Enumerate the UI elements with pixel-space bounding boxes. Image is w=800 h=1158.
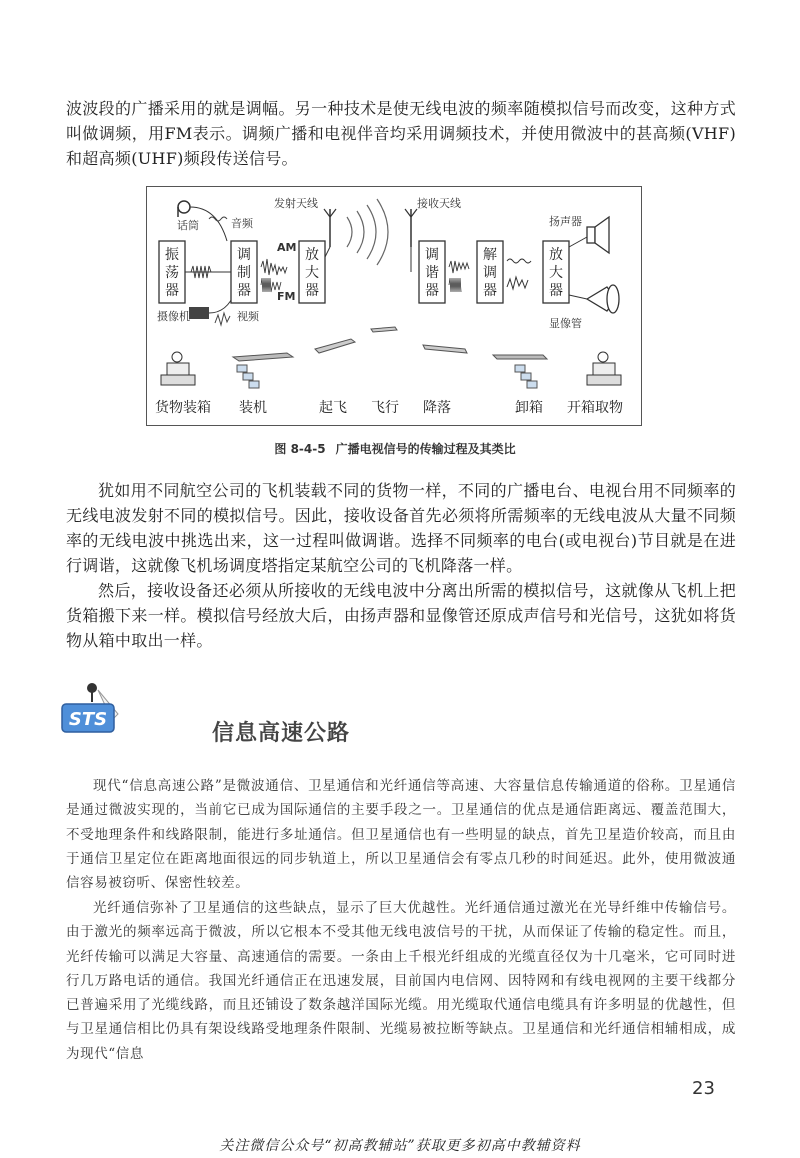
loading-scene-icon bbox=[233, 353, 293, 388]
label-display-tube: 显像管 bbox=[549, 317, 582, 330]
label-microphone: 话筒 bbox=[177, 219, 199, 232]
label-takeoff: 起飞 bbox=[319, 400, 347, 416]
transmit-antenna-icon bbox=[324, 199, 388, 265]
flight-plane-icon bbox=[371, 327, 397, 332]
landing-plane-icon bbox=[423, 345, 467, 353]
paragraph-demodulation: 然后，接收设备还必须从所接收的无线电波中分离出所需的模拟信号，这就像从飞机上把货箱搬下来一样。模拟信号经放大后，由扬声器和显像管还原成声信号和光信号，这犹如将货物从箱中取出一样。 bbox=[66, 581, 736, 650]
svg-text:解: 解 bbox=[483, 247, 497, 263]
svg-text:STS: STS bbox=[68, 709, 108, 730]
page-number: 23 bbox=[692, 1078, 715, 1099]
sts-paragraph-satellite: 现代“信息高速公路”是微波通信、卫星通信和光纤通信等高速、大容量信息传输通道的俗称。卫星通信是通过微波实现的，当前它已成为国际通信的主要手段之一。卫星通信的优点是通信距离远、覆盖范围大，不受地理条件和线路限制，能进行多址通信。但卫星通信也有一些明显的缺点，首先卫星造价较高，而且由于通信卫星定位在距离地面很远的同步轨道上，所以卫星通信会有零点几秒的时间延迟。此外，使用微波通信容易被窃听、保密性较差。 bbox=[66, 778, 736, 892]
diagram-svg bbox=[147, 187, 641, 425]
svg-text:荡: 荡 bbox=[165, 265, 179, 281]
label-landing: 降落 bbox=[423, 400, 451, 416]
figure-caption bbox=[0, 440, 800, 457]
svg-text:放: 放 bbox=[305, 247, 319, 263]
label-receive-antenna: 接收天线 bbox=[417, 197, 461, 210]
svg-text:器: 器 bbox=[305, 283, 319, 299]
label-fm: FM bbox=[277, 290, 296, 303]
svg-text:器: 器 bbox=[549, 283, 563, 299]
svg-text:器: 器 bbox=[165, 283, 179, 299]
svg-text:调: 调 bbox=[237, 247, 251, 263]
svg-text:放: 放 bbox=[549, 247, 563, 263]
sts-paragraph-fiber: 光纤通信弥补了卫星通信的这些缺点，显示了巨大优越性。光纤通信通过激光在光导纤维中传输信号。由于激光的频率远高于微波，所以它根本不受其他无线电波信号的干扰，从而保证了传输的稳定性。而且，光纤传输可以满足大容量、高速通信的需要。一条由上千根光纤组成的光缆直径仅为十几毫米，它可同时进行几万路电话的通信。我国光纤通信正在迅速发展，目前国内电信网、因特网和有线电视网的主要干线都分已普遍采用了光缆线路，而且还铺设了数条越洋国际光缆。用光缆取代通信电缆具有许多明显的优越性，但与卫星通信相比仍具有架设线路受地理条件限制、光缆易被拉断等缺点。卫星通信和光纤通信相辅相成，成为现代“信息 bbox=[66, 900, 736, 1062]
svg-text:大: 大 bbox=[305, 265, 319, 281]
camera-icon bbox=[189, 292, 235, 319]
footer-note: 关注微信公众号“初高教辅站”获取更多初高中教辅资料 bbox=[219, 1138, 581, 1154]
svg-text:大: 大 bbox=[549, 265, 563, 281]
tuner-box bbox=[419, 241, 445, 303]
label-unpacking: 开箱取物 bbox=[567, 400, 623, 416]
takeoff-plane-icon bbox=[315, 339, 355, 353]
svg-text:器: 器 bbox=[483, 283, 497, 299]
svg-text:器: 器 bbox=[425, 283, 439, 299]
label-unloading: 卸箱 bbox=[515, 400, 543, 416]
label-loading: 装机 bbox=[239, 400, 267, 416]
amplifier-rx-box bbox=[543, 241, 569, 303]
figure-number: 图 8-4-5 bbox=[274, 442, 326, 456]
sts-section-title: 信息高速公路 bbox=[212, 721, 351, 746]
unpacking-scene-icon bbox=[587, 352, 621, 385]
svg-text:器: 器 bbox=[237, 283, 251, 299]
amplifier-tx-box bbox=[299, 241, 325, 303]
unloading-scene-icon bbox=[493, 355, 547, 388]
cargo-packing-scene-icon bbox=[161, 352, 195, 385]
label-cargo-packing: 货物装箱 bbox=[155, 400, 211, 416]
svg-text:振: 振 bbox=[165, 247, 179, 263]
label-am: AM bbox=[277, 241, 297, 254]
label-audio: 音频 bbox=[231, 217, 253, 230]
figure-transmission-diagram bbox=[146, 186, 642, 426]
paragraph-tuning: 犹如用不同航空公司的飞机装载不同的货物一样，不同的广播电台、电视台用不同频率的无线电波发射不同的模拟信号。因此，接收设备首先必须将所需频率的无线电波从大量不同频率的无线电波中挑选出来，这一过程叫做调谐。选择不同频率的电台(或电视台)节目就是在进行调谐，这就像飞机场调度塔指定某航空公司的飞机降落一样。 bbox=[66, 481, 736, 575]
svg-text:谐: 谐 bbox=[425, 265, 439, 281]
label-speaker: 扬声器 bbox=[549, 215, 582, 228]
label-video: 视频 bbox=[237, 310, 259, 323]
receive-antenna-icon bbox=[405, 209, 417, 247]
label-flight: 飞行 bbox=[371, 400, 399, 416]
label-camera: 摄像机 bbox=[157, 310, 190, 323]
svg-text:调: 调 bbox=[483, 265, 497, 281]
svg-text:制: 制 bbox=[237, 265, 251, 281]
oscillator-box bbox=[159, 241, 185, 303]
demodulator-box bbox=[477, 241, 503, 303]
svg-text:调: 调 bbox=[425, 247, 439, 263]
paragraph-intro: 波波段的广播采用的就是调幅。另一种技术是使无线电波的频率随模拟信号而改变，这种方式叫做调频，用FM表示。调频广播和电视伴音均采用调频技术，并使用微波中的甚高频(VHF)和超高频(UHF)频段传送信号。 bbox=[66, 99, 736, 168]
display-tube-icon bbox=[569, 285, 619, 313]
label-transmit-antenna: 发射天线 bbox=[274, 197, 318, 210]
figure-title: 广播电视信号的传输过程及其类比 bbox=[335, 442, 516, 456]
sts-logo-icon bbox=[58, 676, 138, 746]
modulator-box bbox=[231, 241, 257, 303]
